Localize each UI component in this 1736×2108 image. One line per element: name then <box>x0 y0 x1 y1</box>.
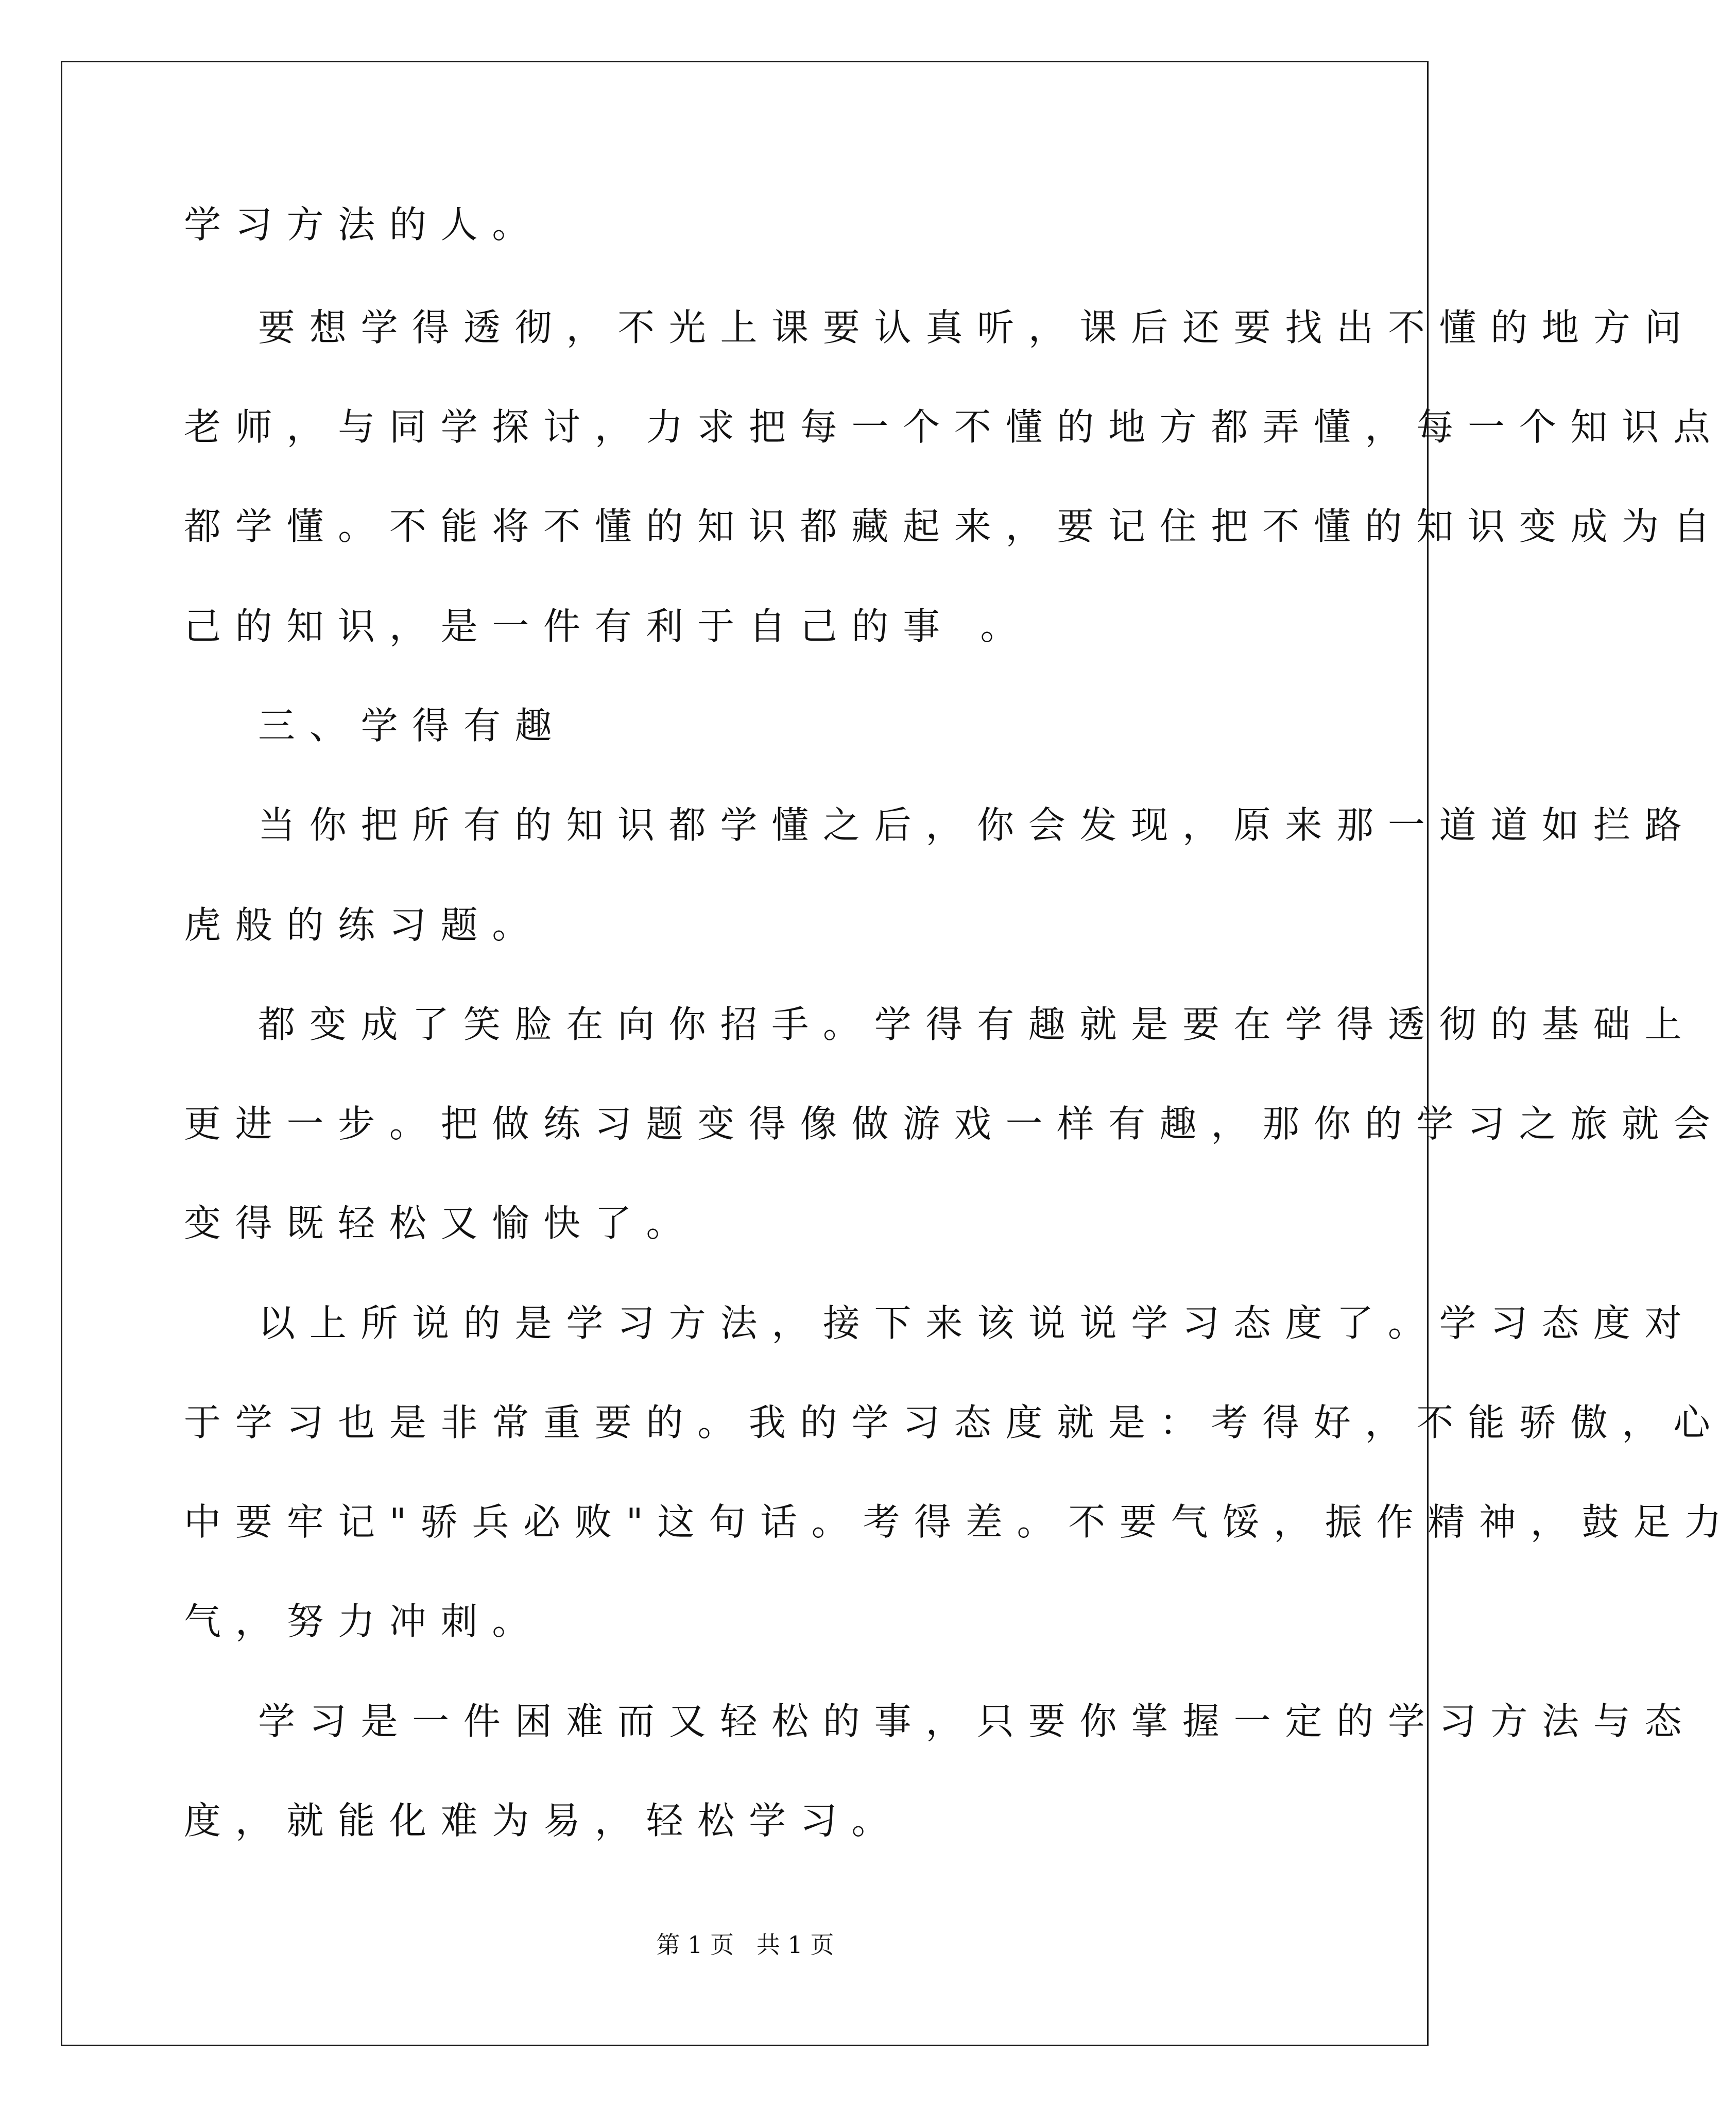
text-line: 虎般的练习题。 <box>184 903 544 947</box>
text-line: 老师，与同学探讨，力求把每一个不懂的地方都弄懂，每一个知识点 <box>184 405 1725 449</box>
page-border <box>61 61 1429 2046</box>
text-line: 变得既轻松又愉快了。 <box>184 1202 698 1245</box>
paragraph-line: 要想学得透彻，不光上课要认真听，课后还要找出不懂的地方问 <box>258 306 1696 349</box>
text-line: 气，努力冲刺。 <box>184 1600 544 1643</box>
section-heading: 三、学得有趣 <box>258 704 566 747</box>
text-line: 都学懂。不能将不懂的知识都藏起来，要记住把不懂的知识变成为自 <box>184 505 1725 548</box>
paragraph-line: 当你把所有的知识都学懂之后，你会发现，原来那一道道如拦路 <box>258 803 1696 847</box>
paragraph-line: 学习是一件困难而又轻松的事，只要你掌握一定的学习方法与态 <box>258 1700 1696 1743</box>
page-number-footer: 第 1 页 共 1 页 <box>656 1931 834 1959</box>
paragraph-line: 都变成了笑脸在向你招手。学得有趣就是要在学得透彻的基础上 <box>258 1003 1696 1046</box>
text-line: 度，就能化难为易，轻松学习。 <box>184 1799 903 1842</box>
paragraph-line: 以上所说的是学习方法，接下来该说说学习态度了。学习态度对 <box>258 1301 1696 1345</box>
text-line: 于学习也是非常重要的。我的学习态度就是：考得好，不能骄傲，心 <box>184 1401 1725 1444</box>
text-line: 己的知识，是一件有利于自己的事 。 <box>184 605 1032 648</box>
text-line: 学习方法的人。 <box>184 203 544 246</box>
text-line: 中要牢记"骄兵必败"这句话。考得差。不要气馁，振作精神，鼓足力 <box>184 1500 1736 1544</box>
text-line: 更进一步。把做练习题变得像做游戏一样有趣，那你的学习之旅就会 <box>184 1102 1725 1145</box>
